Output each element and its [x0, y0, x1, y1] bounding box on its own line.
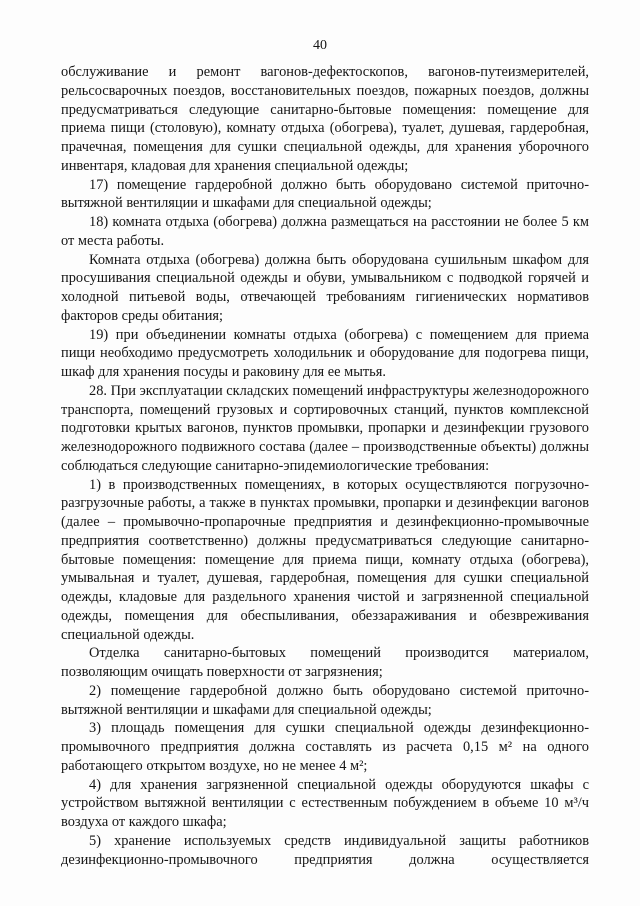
- paragraph: 18) комната отдыха (обогрева) должна размещаться на расстоянии не более 5 км от места работы.: [61, 214, 589, 249]
- paragraph: 1) в производственных помещениях, в которых осуществляются погрузочно-разгрузочные работы, а также в пунктах промывки, пропарки и дезинфекции вагонов (далее – промывочно-пропарочные предприятия и дезинфекционно-промывочные предприятия соответственно) должны предусматриваться следующие санитарно-бытовые помещения: помещение для приема пищи, комнату отдыха (обогрева), умывальная и туалет, душевая, гардеробная, помещения для сушки специальной одежды, кладовые для раздельного хранения чистой и загрязненной специальной одежды, помещения для обеспыливания, обеззараживания и обезвреживания специальной одежды.: [61, 476, 589, 643]
- paragraph: 2) помещение гардеробной должно быть оборудовано системой приточно-вытяжной вентиляции и шкафами для специальной одежды;: [61, 682, 589, 718]
- paragraph: Комната отдыха (обогрева) должна быть оборудована сушильным шкафом для просушивания специальной одежды и обуви, умывальником с подводкой горячей и холодной питьевой воды, отвечающей требованиям гигиенических нормативов факторов среды обитания;: [61, 251, 589, 324]
- body-text: [61, 63, 589, 869]
- paragraph: 4) для хранения загрязненной специальной одежды оборудуются шкафы с устройством вытяжной вентиляции с естественным побуждением в объеме 10 м³/ч воздуха от каждого шкафа;: [61, 776, 589, 830]
- paragraph: 3) площадь помещения для сушки специальной одежды дезинфекционно-промывочного предприятия должна составлять из расчета 0,15 м² на одного работающего открытом воздухе, но не менее 4 м²;: [61, 720, 589, 774]
- paragraph: 17) помещение гардеробной должно быть оборудовано системой приточно-вытяжной вентиляции и шкафами для специальной одежды;: [61, 176, 589, 212]
- paragraph: 28. При эксплуатации складских помещений инфраструктуры железнодорожного транспорта, помещений грузовых и сортировочных станций, пунктов комплексной подготовки крытых вагонов, пунктов промывки, пропарки и дезинфекции грузового железнодорожного подвижного состава (далее – производственные объекты) должны соблюдаться следующие санитарно-эпидемиологические требования:: [61, 382, 589, 474]
- paragraph: 19) при объединении комнаты отдыха (обогрева) с помещением для приема пищи необходимо предусмотреть холодильник и оборудование для подогрева пищи, шкаф для хранения посуды и раковину для ее мытья.: [61, 326, 589, 380]
- paragraph: Отделка санитарно-бытовых помещений производится материалом, позволяющим очищать поверхности от загрязнения;: [61, 645, 589, 680]
- page-number: 40: [313, 38, 327, 53]
- paragraph: 5) хранение используемых средств индивидуальной защиты работников дезинфекционно-промывочного предприятия должна осуществляется: [61, 832, 589, 868]
- paragraph: обслуживание и ремонт вагонов-дефектоскопов, вагонов-путеизмерителей, рельсосварочных поездов, восстановительных поездов, пожарных поездов, должны предусматриваться следующие санитарно-бытовые помещения: помещение для приема пищи (столовую), комнату отдыха (обогрева), туалет, душевая, гардеробная, прачечная, помещения для сушки специальной одежды, для хранения уборочного инвентаря, кладовая для хранения специальной одежды;: [61, 64, 589, 174]
